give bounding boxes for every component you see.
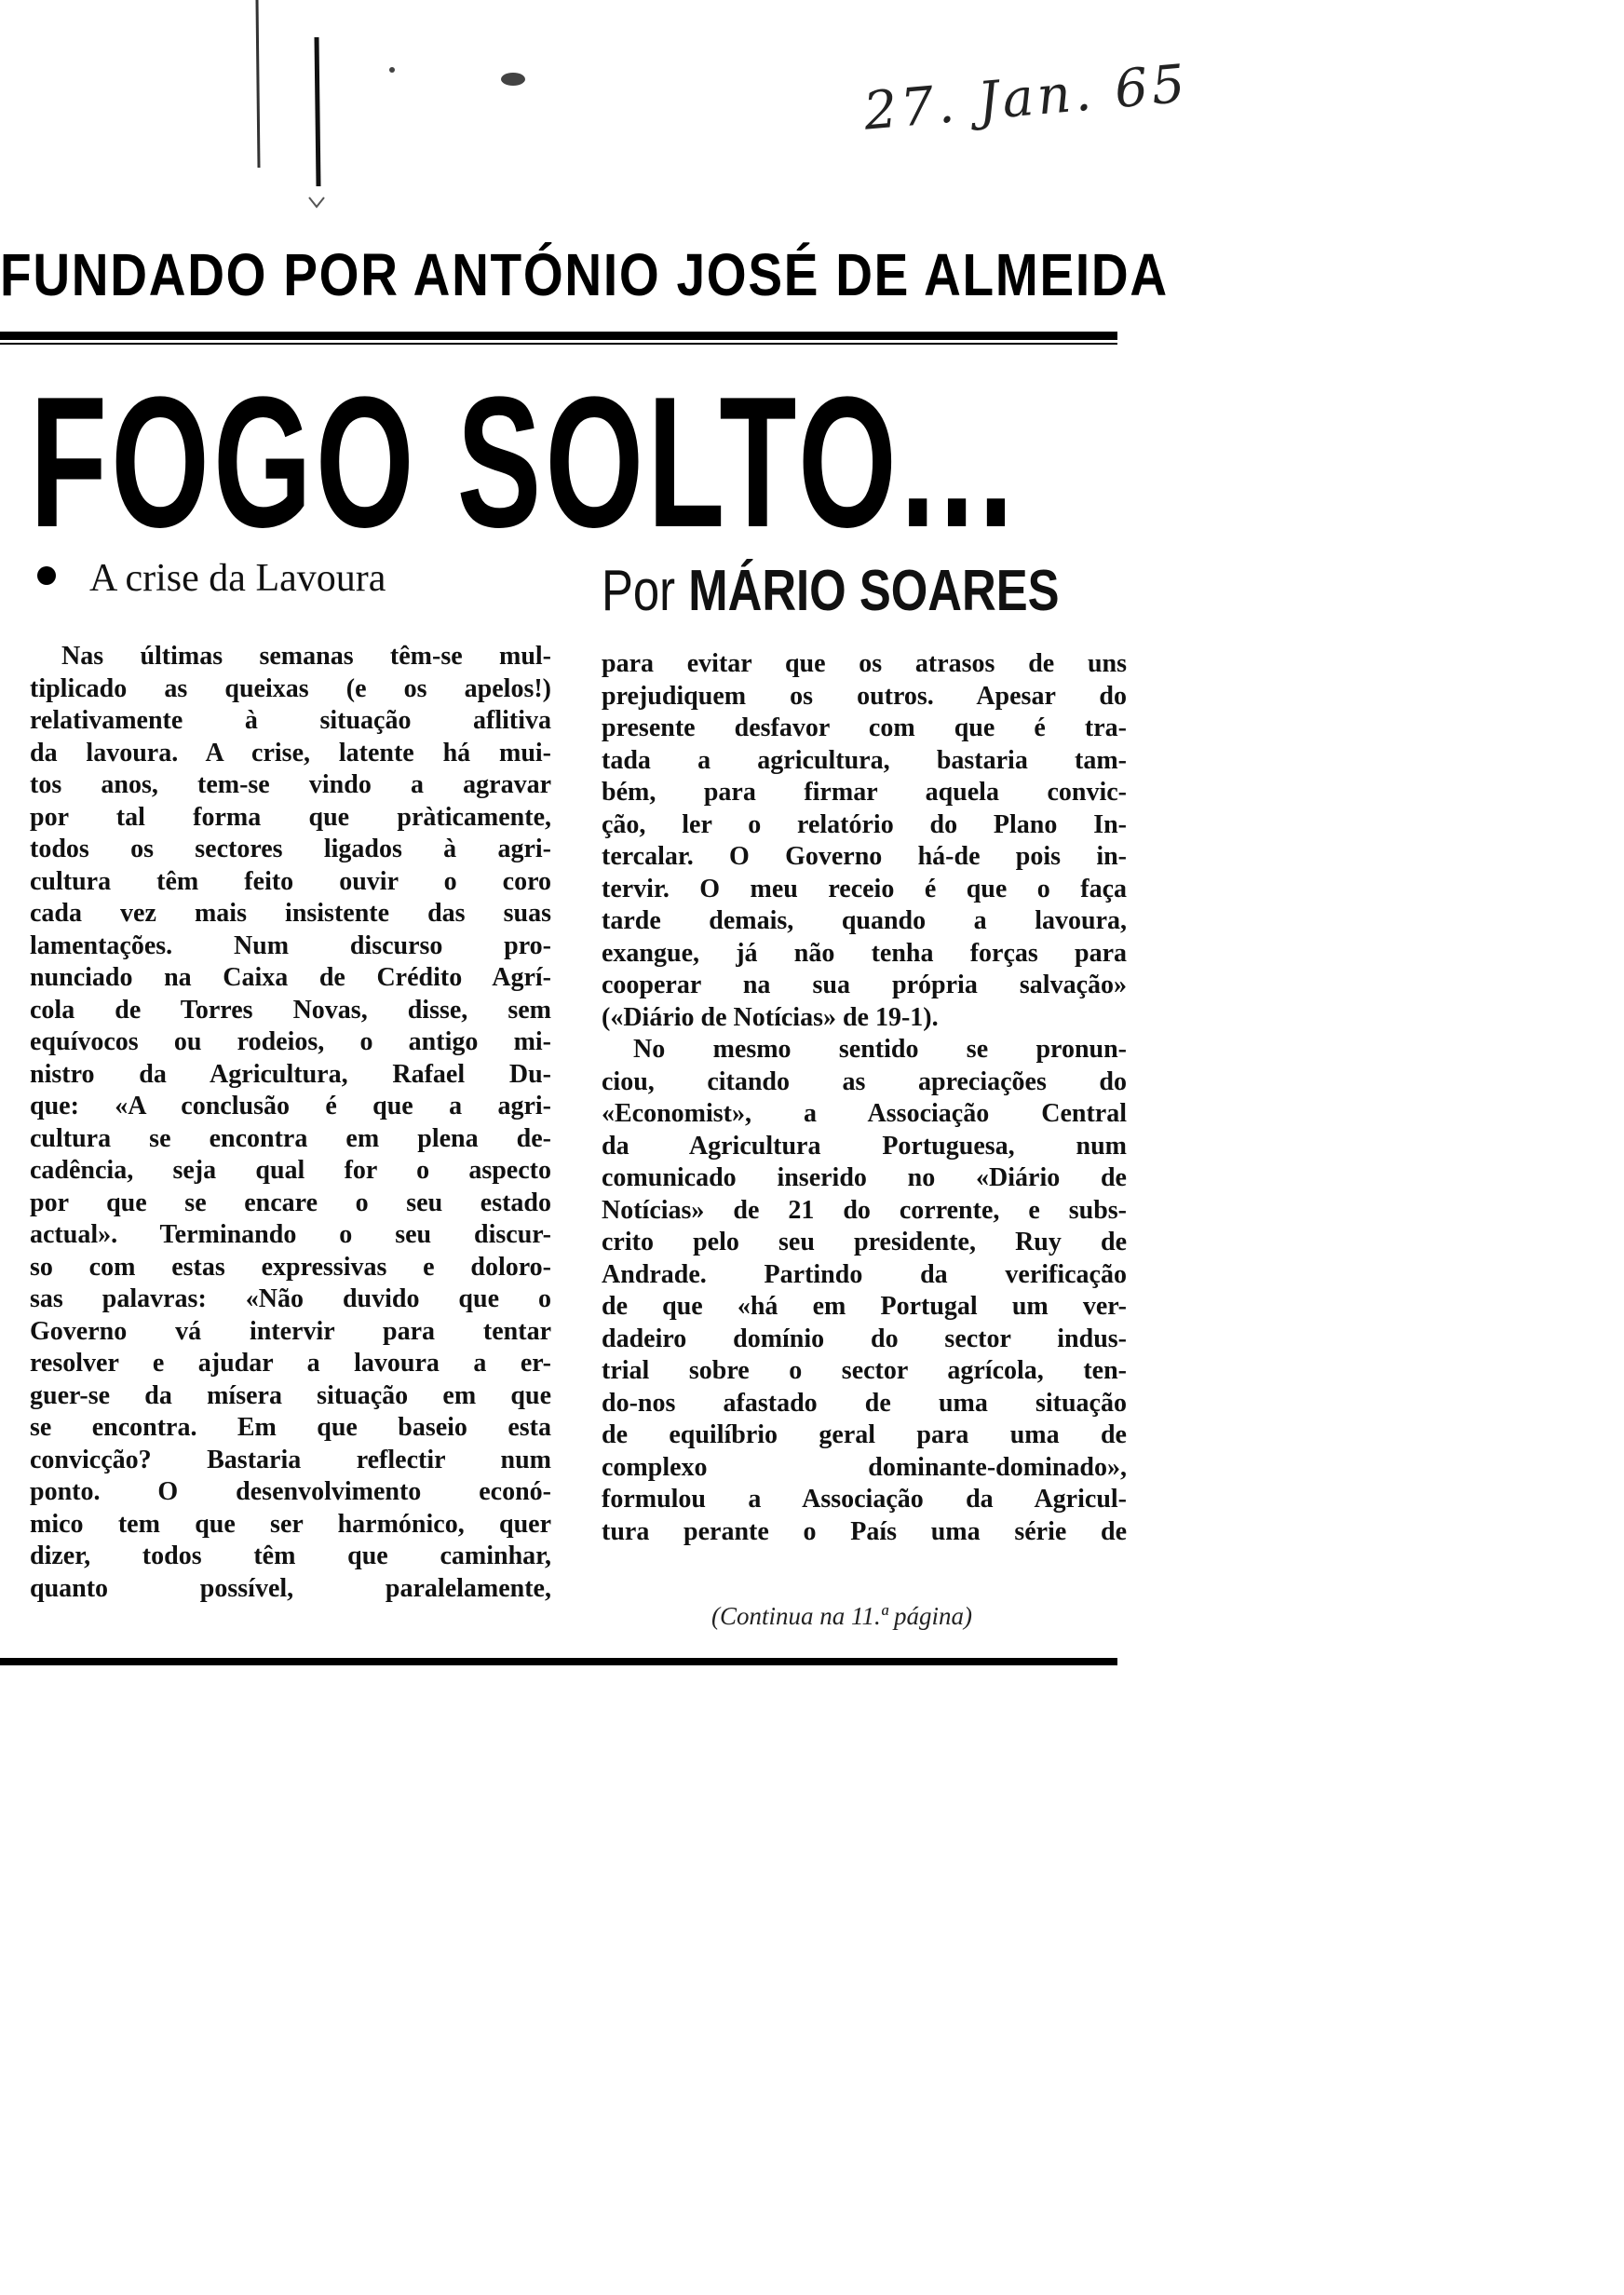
subhead-text: A crise da Lavoura <box>89 557 386 600</box>
article-line: «Economist», a Associação Central <box>602 1099 1127 1128</box>
article-line: do-nos afastado de uma situação <box>602 1388 1127 1418</box>
article-line: Andrade. Partindo da verificação <box>602 1259 1127 1289</box>
article-line: tada a agricultura, bastaria tam- <box>602 745 1127 775</box>
article-line: prejudiquem os outros. Apesar do <box>602 681 1127 711</box>
article-line: presente desfavor com que é tra- <box>602 713 1127 742</box>
article-line: trial sobre o sector agrícola, ten- <box>602 1356 1127 1385</box>
article-column-right <box>602 648 1127 1548</box>
article-line: dizer, todos têm que caminhar, <box>30 1541 551 1570</box>
subhead <box>37 555 386 602</box>
masthead-rule <box>0 332 1117 340</box>
article-line: so com estas expressivas e doloro- <box>30 1252 551 1282</box>
article-line: por tal forma que pràticamente, <box>30 802 551 832</box>
article-line: Governo vá intervir para tentar <box>30 1316 551 1346</box>
article-line: ponto. O desenvolvimento econó- <box>30 1477 551 1506</box>
article-line: de que «há em Portugal um ver- <box>602 1292 1127 1321</box>
masthead: FUNDADO POR ANTÓNIO JOSÉ DE ALMEIDA <box>0 241 1169 308</box>
article-line: comunicado inserido no «Diário de <box>602 1163 1127 1192</box>
article-line: ção, ler o relatório do Plano In- <box>602 809 1127 839</box>
article-line: cada vez mais insistente das suas <box>30 899 551 928</box>
article-line: Nas últimas semanas têm-se mul- <box>61 642 551 671</box>
article-line: da lavoura. A crise, latente há mui- <box>30 738 551 767</box>
article-line: se encontra. Em que baseio esta <box>30 1413 551 1442</box>
article-line: por que se encare o seu estado <box>30 1188 551 1217</box>
article-line: convicção? Bastaria reflectir num <box>30 1445 551 1474</box>
article-line: cultura se encontra em plena de- <box>30 1123 551 1153</box>
article-line: tervir. O meu receio é que o faça <box>602 874 1127 903</box>
byline-prefix: Por <box>602 559 676 623</box>
article-line: Notícias» de 21 do corrente, e subs- <box>602 1195 1127 1225</box>
article-line: resolver e ajudar a lavoura a er- <box>30 1349 551 1378</box>
article-line: ciou, citando as apreciações do <box>602 1066 1127 1096</box>
article-line: nunciado na Caixa de Crédito Agrí- <box>30 963 551 992</box>
article-line: quanto possível, paralelamente, <box>30 1573 551 1603</box>
article-column-left <box>30 641 551 1605</box>
article-line: que: «A conclusão é que a agri- <box>30 1092 551 1120</box>
article-line: cultura têm feito ouvir o coro <box>30 866 551 896</box>
ink-dot <box>389 67 395 73</box>
article-line: guer-se da mísera situação em que <box>30 1380 551 1410</box>
article-line: tos anos, tem-se vindo a agravar <box>30 770 551 799</box>
article-line: cadência, seja qual for o aspecto <box>30 1156 551 1185</box>
article-line: tiplicado as queixas (e os apelos!) <box>30 673 551 703</box>
article-line: complexo dominante-dominado», <box>602 1452 1127 1482</box>
article-line: cooperar na sua própria salvação» <box>602 971 1127 999</box>
ink-smudge <box>501 73 525 86</box>
article-line: tercalar. O Governo há-de pois in- <box>602 842 1127 871</box>
article-line: tarde demais, quando a lavoura, <box>602 906 1127 935</box>
byline <box>602 559 1060 624</box>
article-line: («Diário de Notícias» de 19-1). <box>602 1002 939 1032</box>
article-line: da Agricultura Portuguesa, num <box>602 1131 1127 1161</box>
article-line: de equilíbrio geral para uma de <box>602 1420 1127 1449</box>
article-line: relativamente à situação aflitiva <box>30 706 551 735</box>
article-line: lamentações. Num discurso pro- <box>30 930 551 960</box>
bullet-icon <box>37 566 56 585</box>
article-line: formulou a Associação da Agricul- <box>602 1485 1127 1514</box>
masthead-rule-thin <box>0 343 1117 345</box>
handwritten-date: 27. Jan. 65 <box>861 53 1191 143</box>
article-line: cola de Torres Novas, disse, sem <box>30 995 551 1025</box>
article-line: No mesmo sentido se pronun- <box>633 1035 1127 1064</box>
article-line: nistro da Agricultura, Rafael Du- <box>30 1059 551 1089</box>
article-line: bém, para firmar aquela convic- <box>602 778 1127 807</box>
byline-author: MÁRIO SOARES <box>688 559 1060 623</box>
article-line: equívocos ou rodeios, o antigo mi- <box>30 1027 551 1056</box>
article-line: exangue, já não tenha forças para <box>602 938 1127 968</box>
headline: FOGO SOLTO... <box>30 359 1018 566</box>
bottom-rule <box>0 1658 1117 1665</box>
continuation-note: (Continua na 11.ª página) <box>711 1602 972 1630</box>
article-line: crito pelo seu presidente, Ruy de <box>602 1228 1127 1256</box>
article-line: tura perante o País uma série de <box>602 1516 1127 1546</box>
article-line: dadeiro domínio do sector indus- <box>602 1324 1127 1353</box>
article-line: mico tem que ser harmónico, quer <box>30 1509 551 1539</box>
article-line: actual». Terminando o seu discur- <box>30 1220 551 1249</box>
article-line: sas palavras: «Não duvido que o <box>30 1284 551 1313</box>
pencil-margin-marks <box>251 0 335 224</box>
article-line: todos os sectores ligados à agri- <box>30 835 551 863</box>
article-line: para evitar que os atrasos de uns <box>602 649 1127 678</box>
